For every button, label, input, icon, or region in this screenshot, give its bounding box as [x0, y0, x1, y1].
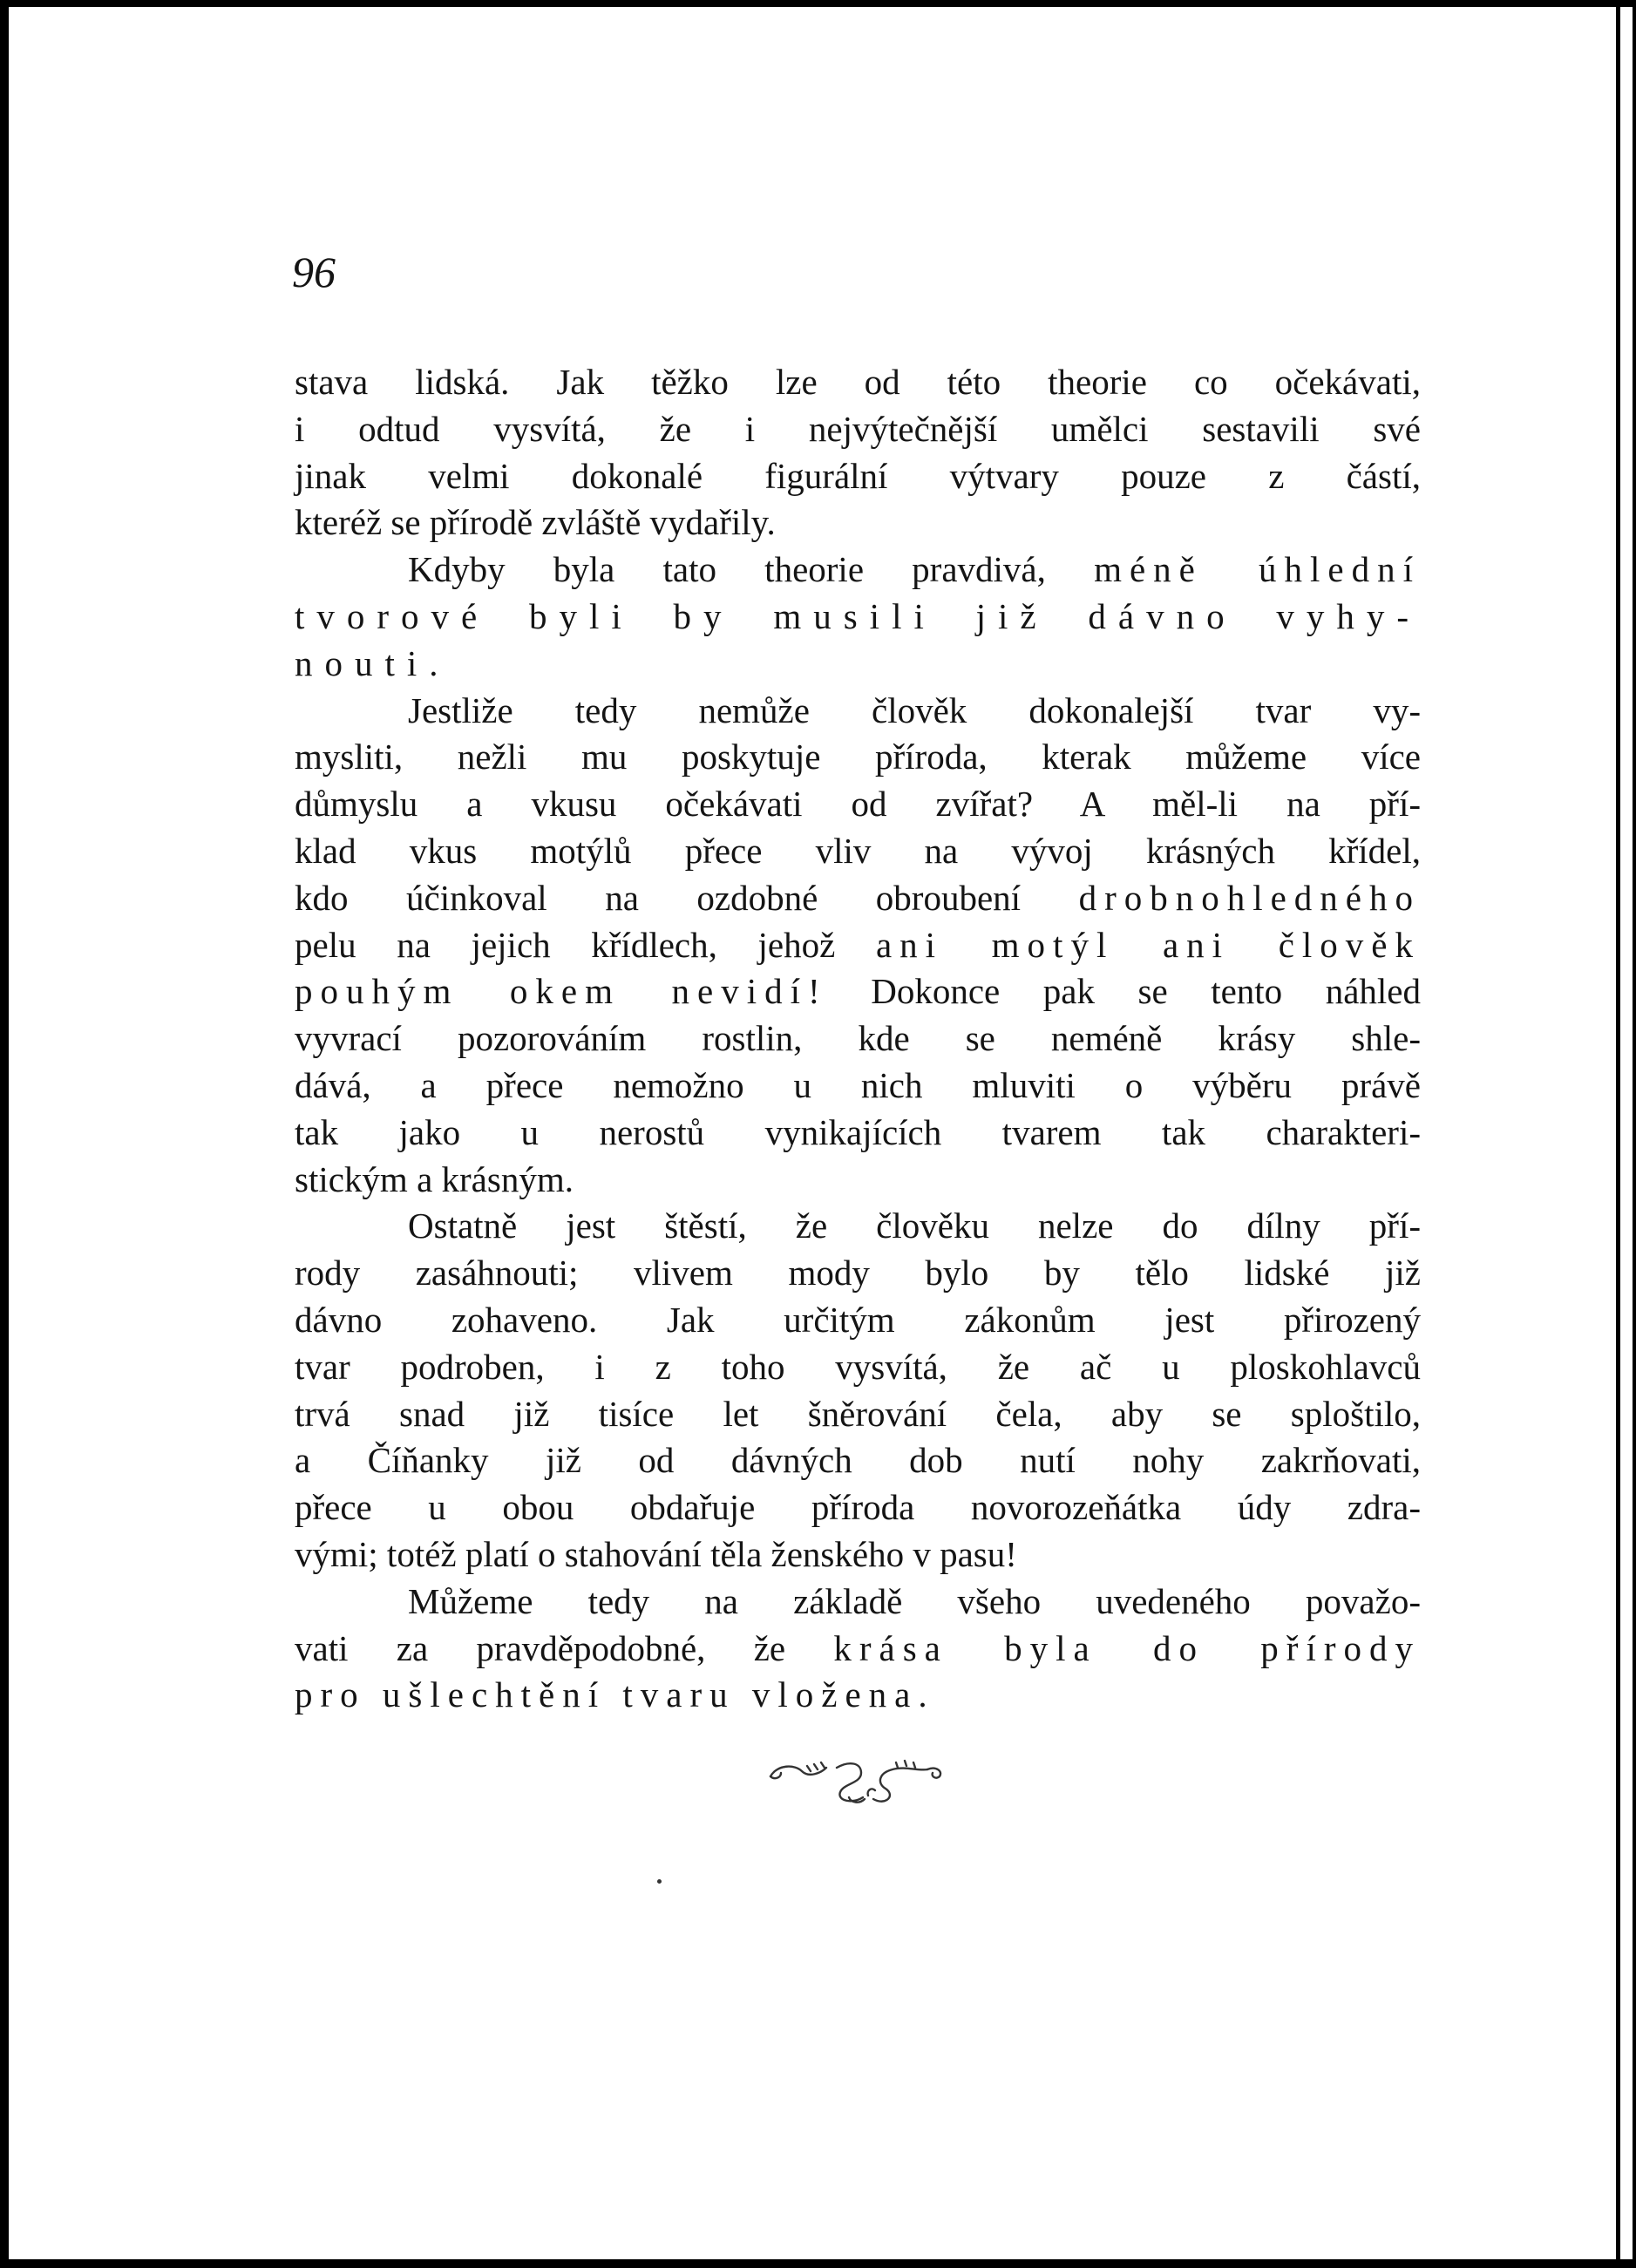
- text-line: důmyslu a vkusu očekávati od zvířat? A měl-li na pří-: [295, 784, 1421, 825]
- text-line: [295, 547, 1421, 594]
- text-line: [295, 922, 1421, 969]
- text-segment: Dokonce pak se tento náhled: [871, 971, 1421, 1012]
- scan-edge-line: [1616, 0, 1620, 2268]
- text-line: klad vkus motýlů přece vliv na vývoj krásných křídel,: [295, 830, 1421, 871]
- body-text: [295, 359, 1421, 1719]
- spaced-emphasis: méně úhlední: [1094, 549, 1421, 590]
- text-line: Ostatně jest štěstí, že člověku nelze do dílny pří-: [408, 1205, 1421, 1246]
- text-line: mysliti, nežli mu poskytuje příroda, kterak můžeme více: [295, 737, 1421, 778]
- text-line: vyvrací pozorováním rostlin, kde se neméně krásy shle-: [295, 1018, 1421, 1059]
- text-segment: Kdyby byla tato theorie pravdivá,: [408, 549, 1046, 590]
- spaced-emphasis: krása byla do přírody: [833, 1627, 1421, 1668]
- text-line: Jestliže tedy nemůže člověk dokonalejší tvar vy-: [408, 689, 1421, 730]
- text-line: dává, a přece nemožno u nich mluviti o výběru právě: [295, 1064, 1421, 1105]
- text-line: stickým a krásným.: [295, 1158, 574, 1199]
- scroll-ornament-icon: [765, 1757, 948, 1810]
- text-line: rody zasáhnouti; vlivem mody bylo by tělo lidské již: [295, 1253, 1421, 1294]
- spaced-emphasis-line: tvorové byli by musili již dávno vyhy-: [295, 595, 1421, 636]
- text-line: kteréž se přírodě zvláště vydařily.: [295, 502, 776, 543]
- spaced-emphasis-line: pro ušlechtění tvaru vložena.: [295, 1674, 935, 1715]
- page-number: 96: [292, 248, 336, 296]
- text-line: [295, 1626, 1421, 1673]
- text-line: a Číňanky již od dávných dob nutí nohy zakrňovati,: [295, 1440, 1421, 1481]
- text-line: stava lidská. Jak těžko lze od této theorie co očekávati,: [295, 362, 1421, 402]
- spaced-emphasis-line: nouti.: [295, 642, 451, 683]
- text-segment: kdo účinkoval na ozdobné obroubení: [295, 877, 1022, 918]
- text-line: Můžeme tedy na základě všeho uvedeného považo-: [408, 1580, 1421, 1621]
- spaced-emphasis: drobnohledného: [1078, 877, 1422, 918]
- ink-speck: [657, 1879, 662, 1884]
- text-line: [295, 968, 1421, 1015]
- text-line: i odtud vysvítá, že i nejvýtečnější umělci sestavili své: [295, 408, 1421, 449]
- text-line: tvar podroben, i z toho vysvítá, že ač u ploskohlavců: [295, 1346, 1421, 1387]
- text-segment: pelu na jejich křídlech, jehož: [295, 924, 836, 965]
- text-line: trvá snad již tisíce let šněrování čela, aby se sploštilo,: [295, 1393, 1421, 1434]
- text-line: [295, 875, 1421, 922]
- text-segment: vati za pravděpodobné, že: [295, 1627, 786, 1668]
- text-line: jinak velmi dokonalé figurální výtvary pouze z částí,: [295, 455, 1421, 496]
- text-line: tak jako u nerostů vynikajících tvarem tak charakteri-: [295, 1111, 1421, 1152]
- text-line: vými; totéž platí o stahování těla ženského v pasu!: [295, 1533, 1017, 1574]
- text-line: přece u obou obdařuje příroda novorozeňátka údy zdra-: [295, 1487, 1421, 1528]
- text-line: dávno zohaveno. Jak určitým zákonům jest přirozený: [295, 1299, 1421, 1340]
- spaced-emphasis: ani motýl ani člověk: [875, 924, 1421, 965]
- spaced-emphasis: pouhým okem nevidí!: [295, 971, 828, 1012]
